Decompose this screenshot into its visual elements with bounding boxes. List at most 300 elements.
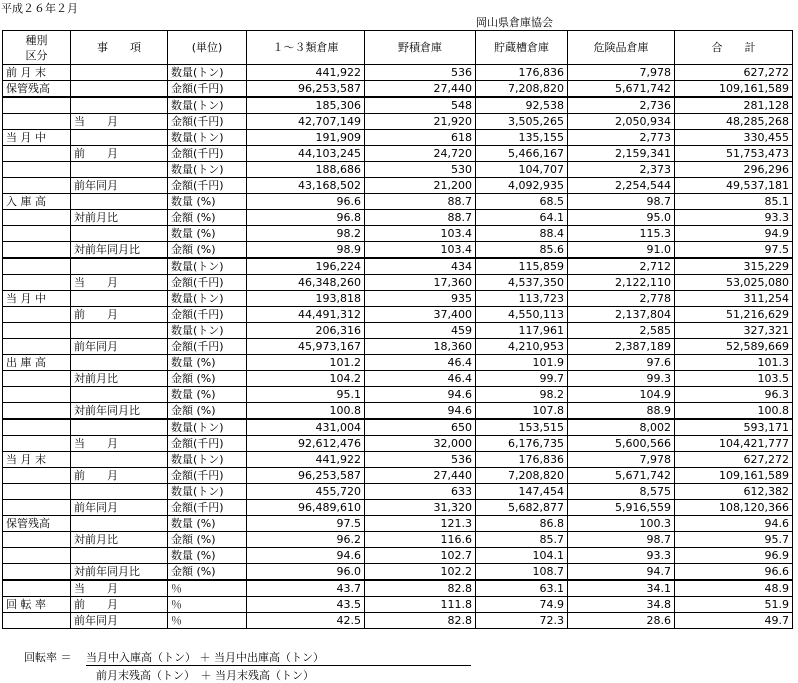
value-cell: 43.7 <box>247 580 365 597</box>
header-category2-label: 区分 <box>25 48 48 62</box>
value-cell: 176,836 <box>476 452 568 468</box>
row-item-label <box>71 452 168 468</box>
value-cell: 100.8 <box>247 403 365 420</box>
value-cell: 121.3 <box>365 516 476 532</box>
era-label: 平成２６年２月 <box>1 2 78 15</box>
value-cell: 44,491,312 <box>247 307 365 323</box>
value-cell: 2,373 <box>568 162 675 178</box>
row-section-label <box>3 548 71 564</box>
header-category <box>3 31 71 65</box>
value-cell: 32,000 <box>365 436 476 452</box>
row-section-label <box>3 419 71 436</box>
value-cell: 96.6 <box>247 194 365 210</box>
table-row <box>3 114 793 130</box>
row-section-label <box>3 564 71 581</box>
row-item-label <box>71 226 168 242</box>
value-cell: 441,922 <box>247 65 365 81</box>
formula-denominator: 前月末残高（トン） ＋ 当月末残高（トン） <box>96 669 314 682</box>
value-cell: 315,229 <box>675 258 793 275</box>
value-cell: 96,253,587 <box>247 468 365 484</box>
row-item-label: 前年同月 <box>71 613 168 629</box>
table-row <box>3 323 793 339</box>
row-section-label: 保管残高 <box>3 516 71 532</box>
value-cell: 593,171 <box>675 419 793 436</box>
value-cell: 2,736 <box>568 97 675 114</box>
value-cell: 116.6 <box>365 532 476 548</box>
value-cell: 63.1 <box>476 580 568 597</box>
value-cell: 536 <box>365 452 476 468</box>
table-row <box>3 97 793 114</box>
value-cell: 48.9 <box>675 580 793 597</box>
table-row <box>3 548 793 564</box>
value-cell: 115,859 <box>476 258 568 275</box>
value-cell: 153,515 <box>476 419 568 436</box>
row-item-label: 前 月 <box>71 146 168 162</box>
value-cell: 82.8 <box>365 580 476 597</box>
value-cell: 95.0 <box>568 210 675 226</box>
value-cell: 85.6 <box>476 242 568 259</box>
value-cell: 104.2 <box>247 371 365 387</box>
value-cell: 46,348,260 <box>247 275 365 291</box>
value-cell: 94.6 <box>365 403 476 420</box>
value-cell: 431,004 <box>247 419 365 436</box>
value-cell: 27,440 <box>365 468 476 484</box>
value-cell: 96.8 <box>247 210 365 226</box>
row-unit-label: ％ <box>168 580 247 597</box>
value-cell: 104,421,777 <box>675 436 793 452</box>
value-cell: 7,978 <box>568 65 675 81</box>
table-row <box>3 130 793 146</box>
row-section-label: 回 転 率 <box>3 597 71 613</box>
row-unit-label: 金額 (%) <box>168 532 247 548</box>
value-cell: 188,686 <box>247 162 365 178</box>
value-cell: 2,585 <box>568 323 675 339</box>
value-cell: 94.6 <box>247 548 365 564</box>
value-cell: 434 <box>365 258 476 275</box>
table-body <box>3 65 793 629</box>
value-cell: 111.8 <box>365 597 476 613</box>
row-item-label: 前 月 <box>71 307 168 323</box>
row-unit-label: 数量(トン) <box>168 162 247 178</box>
header-col-4: 危険品倉庫 <box>568 31 675 65</box>
value-cell: 627,272 <box>675 65 793 81</box>
row-unit-label: 金額(千円) <box>168 275 247 291</box>
value-cell: 2,773 <box>568 130 675 146</box>
header-col-5: 合 計 <box>675 31 793 65</box>
value-cell: 49,537,181 <box>675 178 793 194</box>
value-cell: 147,454 <box>476 484 568 500</box>
table-row <box>3 258 793 275</box>
value-cell: 98.7 <box>568 194 675 210</box>
row-section-label: 出 庫 高 <box>3 355 71 371</box>
value-cell: 104.1 <box>476 548 568 564</box>
row-unit-label: 金額 (%) <box>168 403 247 420</box>
row-unit-label: 金額(千円) <box>168 468 247 484</box>
row-item-label <box>71 516 168 532</box>
value-cell: 109,161,589 <box>675 468 793 484</box>
value-cell: 88.9 <box>568 403 675 420</box>
value-cell: 530 <box>365 162 476 178</box>
row-item-label <box>71 81 168 98</box>
value-cell: 108,120,366 <box>675 500 793 516</box>
value-cell: 97.5 <box>247 516 365 532</box>
row-section-label <box>3 484 71 500</box>
table-row <box>3 564 793 581</box>
value-cell: 34.8 <box>568 597 675 613</box>
row-unit-label: 数量(トン) <box>168 291 247 307</box>
row-unit-label: 数量 (%) <box>168 226 247 242</box>
row-unit-label: ％ <box>168 613 247 629</box>
table-row <box>3 580 793 597</box>
value-cell: 8,575 <box>568 484 675 500</box>
table-row <box>3 436 793 452</box>
table-row <box>3 452 793 468</box>
value-cell: 4,550,113 <box>476 307 568 323</box>
value-cell: 103.4 <box>365 242 476 259</box>
row-section-label <box>3 532 71 548</box>
value-cell: 459 <box>365 323 476 339</box>
warehouse-stats-table <box>2 30 793 629</box>
row-unit-label: 数量(トン) <box>168 452 247 468</box>
row-section-label <box>3 468 71 484</box>
value-cell: 935 <box>365 291 476 307</box>
row-section-label <box>3 258 71 275</box>
table-row <box>3 194 793 210</box>
row-item-label <box>71 323 168 339</box>
value-cell: 48,285,268 <box>675 114 793 130</box>
value-cell: 2,254,544 <box>568 178 675 194</box>
value-cell: 93.3 <box>675 210 793 226</box>
value-cell: 104,707 <box>476 162 568 178</box>
value-cell: 8,002 <box>568 419 675 436</box>
table-row <box>3 162 793 178</box>
value-cell: 46.4 <box>365 371 476 387</box>
value-cell: 96.9 <box>675 548 793 564</box>
value-cell: 103.4 <box>365 226 476 242</box>
table-row <box>3 81 793 98</box>
value-cell: 2,050,934 <box>568 114 675 130</box>
row-section-label: 入 庫 高 <box>3 194 71 210</box>
formula-numerator: 当月中入庫高（トン） ＋ 当月中出庫高（トン） <box>86 651 324 664</box>
value-cell: 7,208,820 <box>476 468 568 484</box>
value-cell: 97.5 <box>675 242 793 259</box>
value-cell: 94.7 <box>568 564 675 581</box>
value-cell: 51.9 <box>675 597 793 613</box>
value-cell: 185,306 <box>247 97 365 114</box>
value-cell: 68.5 <box>476 194 568 210</box>
table-row <box>3 468 793 484</box>
value-cell: 98.2 <box>476 387 568 403</box>
row-section-label <box>3 387 71 403</box>
value-cell: 2,122,110 <box>568 275 675 291</box>
value-cell: 650 <box>365 419 476 436</box>
value-cell: 327,321 <box>675 323 793 339</box>
table-row <box>3 242 793 259</box>
row-section-label <box>3 178 71 194</box>
value-cell: 52,589,669 <box>675 339 793 355</box>
header-col-2: 野積倉庫 <box>365 31 476 65</box>
value-cell: 101.9 <box>476 355 568 371</box>
row-item-label: 対前月比 <box>71 210 168 226</box>
value-cell: 100.8 <box>675 403 793 420</box>
value-cell: 96,253,587 <box>247 81 365 98</box>
table-row <box>3 307 793 323</box>
value-cell: 96.3 <box>675 387 793 403</box>
table-row <box>3 419 793 436</box>
value-cell: 43,168,502 <box>247 178 365 194</box>
row-item-label <box>71 355 168 371</box>
value-cell: 37,400 <box>365 307 476 323</box>
value-cell: 7,978 <box>568 452 675 468</box>
row-unit-label: 金額(千円) <box>168 500 247 516</box>
row-section-label <box>3 371 71 387</box>
table-row <box>3 484 793 500</box>
value-cell: 196,224 <box>247 258 365 275</box>
row-unit-label: 金額 (%) <box>168 564 247 581</box>
value-cell: 441,922 <box>247 452 365 468</box>
row-section-label <box>3 580 71 597</box>
value-cell: 42,707,149 <box>247 114 365 130</box>
value-cell: 5,682,877 <box>476 500 568 516</box>
value-cell: 21,200 <box>365 178 476 194</box>
value-cell: 98.7 <box>568 532 675 548</box>
value-cell: 191,909 <box>247 130 365 146</box>
row-unit-label: 数量(トン) <box>168 65 247 81</box>
value-cell: 72.3 <box>476 613 568 629</box>
value-cell: 98.9 <box>247 242 365 259</box>
value-cell: 108.7 <box>476 564 568 581</box>
row-unit-label: 金額(千円) <box>168 178 247 194</box>
value-cell: 99.7 <box>476 371 568 387</box>
value-cell: 74.9 <box>476 597 568 613</box>
value-cell: 2,137,804 <box>568 307 675 323</box>
value-cell: 44,103,245 <box>247 146 365 162</box>
table-row <box>3 291 793 307</box>
value-cell: 51,753,473 <box>675 146 793 162</box>
organization-name: 岡山県倉庫協会 <box>476 16 553 29</box>
value-cell: 2,778 <box>568 291 675 307</box>
row-section-label <box>3 114 71 130</box>
row-item-label: 対前年同月比 <box>71 403 168 420</box>
row-item-label <box>71 162 168 178</box>
row-section-label <box>3 339 71 355</box>
row-unit-label: 金額(千円) <box>168 436 247 452</box>
row-item-label <box>71 97 168 114</box>
value-cell: 99.3 <box>568 371 675 387</box>
value-cell: 633 <box>365 484 476 500</box>
row-item-label <box>71 387 168 403</box>
value-cell: 7,208,820 <box>476 81 568 98</box>
row-item-label: 当 月 <box>71 275 168 291</box>
value-cell: 113,723 <box>476 291 568 307</box>
row-section-label <box>3 613 71 629</box>
table-row <box>3 516 793 532</box>
value-cell: 98.2 <box>247 226 365 242</box>
row-item-label <box>71 130 168 146</box>
value-cell: 103.5 <box>675 371 793 387</box>
value-cell: 5,671,742 <box>568 81 675 98</box>
value-cell: 24,720 <box>365 146 476 162</box>
row-item-label <box>71 258 168 275</box>
value-cell: 96,489,610 <box>247 500 365 516</box>
value-cell: 96.2 <box>247 532 365 548</box>
value-cell: 3,505,265 <box>476 114 568 130</box>
row-item-label: 前年同月 <box>71 500 168 516</box>
row-section-label <box>3 403 71 420</box>
value-cell: 5,916,559 <box>568 500 675 516</box>
value-cell: 102.2 <box>365 564 476 581</box>
value-cell: 21,920 <box>365 114 476 130</box>
value-cell: 95.7 <box>675 532 793 548</box>
value-cell: 2,712 <box>568 258 675 275</box>
value-cell: 88.7 <box>365 194 476 210</box>
row-section-label: 当 月 中 <box>3 130 71 146</box>
value-cell: 4,210,953 <box>476 339 568 355</box>
row-section-label <box>3 97 71 114</box>
row-unit-label: 金額 (%) <box>168 242 247 259</box>
row-section-label <box>3 226 71 242</box>
row-section-label: 当 月 中 <box>3 291 71 307</box>
value-cell: 100.3 <box>568 516 675 532</box>
row-item-label: 対前年同月比 <box>71 242 168 259</box>
value-cell: 107.8 <box>476 403 568 420</box>
value-cell: 86.8 <box>476 516 568 532</box>
row-unit-label: 金額(千円) <box>168 307 247 323</box>
value-cell: 281,128 <box>675 97 793 114</box>
row-unit-label: ％ <box>168 597 247 613</box>
row-section-label: 保管残高 <box>3 81 71 98</box>
row-item-label <box>71 484 168 500</box>
value-cell: 34.1 <box>568 580 675 597</box>
value-cell: 18,360 <box>365 339 476 355</box>
table-row <box>3 226 793 242</box>
row-section-label <box>3 500 71 516</box>
value-cell: 102.7 <box>365 548 476 564</box>
row-item-label <box>71 194 168 210</box>
value-cell: 627,272 <box>675 452 793 468</box>
row-unit-label: 金額 (%) <box>168 371 247 387</box>
row-section-label <box>3 162 71 178</box>
table-row <box>3 500 793 516</box>
value-cell: 85.1 <box>675 194 793 210</box>
value-cell: 88.7 <box>365 210 476 226</box>
value-cell: 117,961 <box>476 323 568 339</box>
table-row <box>3 613 793 629</box>
value-cell: 330,455 <box>675 130 793 146</box>
value-cell: 28.6 <box>568 613 675 629</box>
value-cell: 93.3 <box>568 548 675 564</box>
table-row <box>3 339 793 355</box>
value-cell: 101.2 <box>247 355 365 371</box>
value-cell: 206,316 <box>247 323 365 339</box>
row-unit-label: 金額(千円) <box>168 81 247 98</box>
value-cell: 92,612,476 <box>247 436 365 452</box>
table-row <box>3 371 793 387</box>
value-cell: 5,466,167 <box>476 146 568 162</box>
table-row <box>3 355 793 371</box>
value-cell: 618 <box>365 130 476 146</box>
row-unit-label: 金額(千円) <box>168 146 247 162</box>
table-row <box>3 146 793 162</box>
row-item-label: 対前月比 <box>71 371 168 387</box>
value-cell: 135,155 <box>476 130 568 146</box>
row-section-label <box>3 242 71 259</box>
value-cell: 296,296 <box>675 162 793 178</box>
formula-lhs: 回転率 ＝ <box>24 651 72 664</box>
row-item-label <box>71 419 168 436</box>
formula-fraction-bar <box>86 665 471 666</box>
row-item-label <box>71 65 168 81</box>
row-unit-label: 数量 (%) <box>168 516 247 532</box>
row-item-label: 前年同月 <box>71 339 168 355</box>
row-item-label: 前年同月 <box>71 178 168 194</box>
row-unit-label: 数量 (%) <box>168 355 247 371</box>
value-cell: 2,159,341 <box>568 146 675 162</box>
value-cell: 92,538 <box>476 97 568 114</box>
row-section-label: 前 月 末 <box>3 65 71 81</box>
table-row <box>3 403 793 420</box>
value-cell: 96.6 <box>675 564 793 581</box>
value-cell: 49.7 <box>675 613 793 629</box>
value-cell: 536 <box>365 65 476 81</box>
row-unit-label: 数量 (%) <box>168 194 247 210</box>
value-cell: 109,161,589 <box>675 81 793 98</box>
row-item-label: 対前年同月比 <box>71 564 168 581</box>
value-cell: 5,600,566 <box>568 436 675 452</box>
row-unit-label: 数量(トン) <box>168 258 247 275</box>
value-cell: 42.5 <box>247 613 365 629</box>
row-unit-label: 数量(トン) <box>168 484 247 500</box>
value-cell: 548 <box>365 97 476 114</box>
table-row <box>3 275 793 291</box>
row-unit-label: 数量 (%) <box>168 548 247 564</box>
value-cell: 94.6 <box>675 516 793 532</box>
value-cell: 53,025,080 <box>675 275 793 291</box>
table-row <box>3 178 793 194</box>
value-cell: 5,671,742 <box>568 468 675 484</box>
value-cell: 6,176,735 <box>476 436 568 452</box>
value-cell: 104.9 <box>568 387 675 403</box>
value-cell: 176,836 <box>476 65 568 81</box>
row-item-label: 当 月 <box>71 580 168 597</box>
row-item-label: 対前月比 <box>71 532 168 548</box>
header-category-label: 種別 <box>25 33 48 47</box>
row-item-label <box>71 291 168 307</box>
value-cell: 85.7 <box>476 532 568 548</box>
row-item-label: 当 月 <box>71 436 168 452</box>
table-row <box>3 210 793 226</box>
row-section-label <box>3 307 71 323</box>
value-cell: 31,320 <box>365 500 476 516</box>
value-cell: 88.4 <box>476 226 568 242</box>
value-cell: 64.1 <box>476 210 568 226</box>
value-cell: 82.8 <box>365 613 476 629</box>
value-cell: 311,254 <box>675 291 793 307</box>
row-item-label <box>71 548 168 564</box>
row-section-label <box>3 323 71 339</box>
header-col-3: 貯蔵槽倉庫 <box>476 31 568 65</box>
table-row <box>3 532 793 548</box>
value-cell: 43.5 <box>247 597 365 613</box>
table-row <box>3 597 793 613</box>
value-cell: 115.3 <box>568 226 675 242</box>
row-section-label: 当 月 末 <box>3 452 71 468</box>
row-section-label <box>3 210 71 226</box>
value-cell: 91.0 <box>568 242 675 259</box>
row-item-label: 前 月 <box>71 468 168 484</box>
value-cell: 45,973,167 <box>247 339 365 355</box>
value-cell: 97.6 <box>568 355 675 371</box>
